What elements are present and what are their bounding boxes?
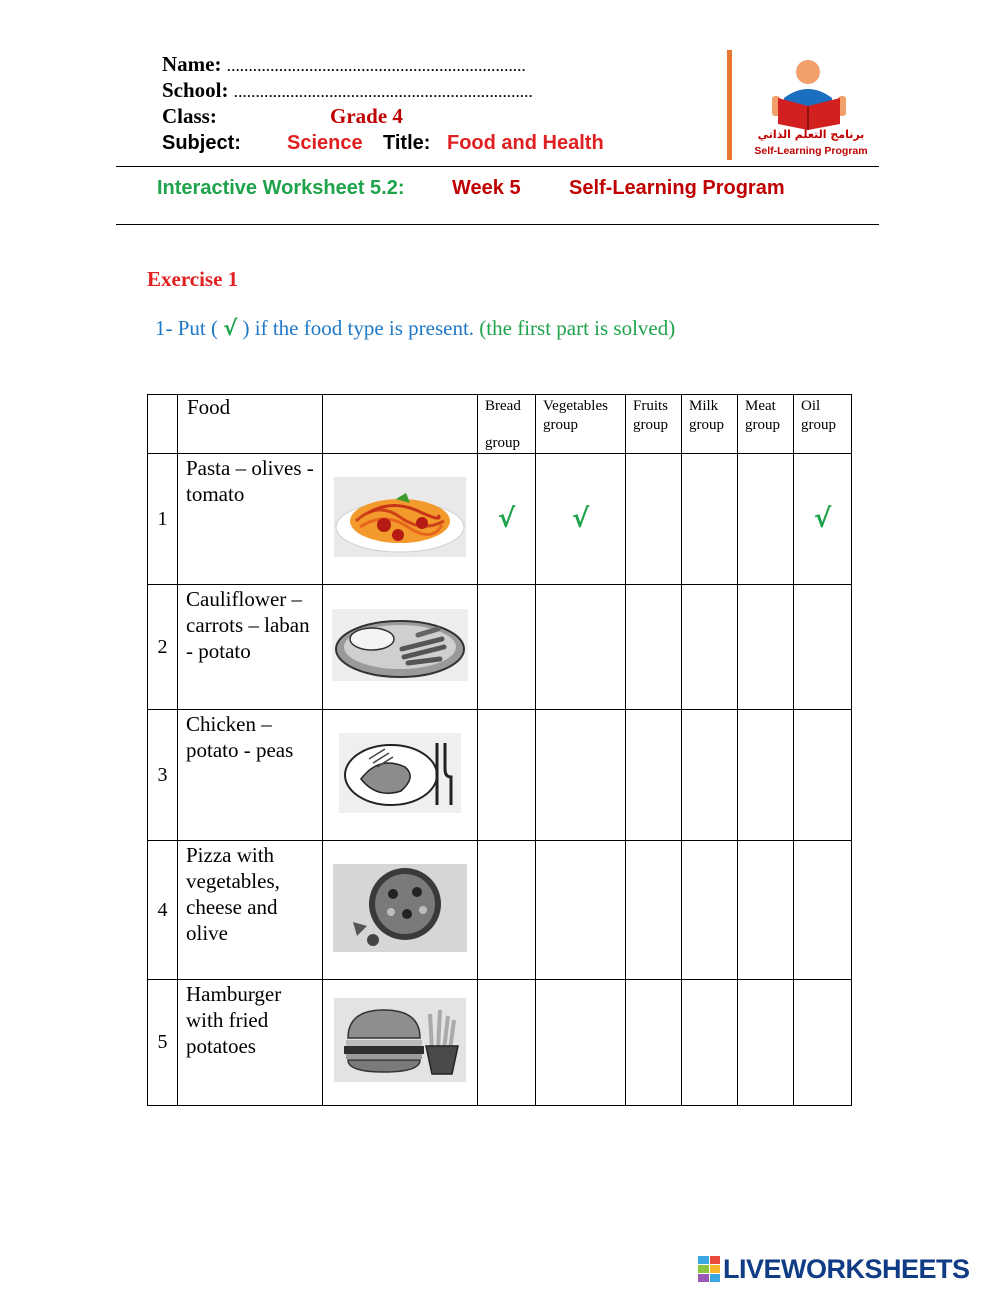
name-label: Name: <box>162 52 222 76</box>
header-oil-group <box>794 395 852 454</box>
school-row <box>162 78 533 103</box>
row-number: 2 <box>148 585 178 710</box>
row-number: 4 <box>148 841 178 980</box>
image-cell <box>323 710 478 841</box>
vegetables-group-cell[interactable] <box>536 980 626 1106</box>
school-label: School: <box>162 78 229 102</box>
table-row <box>148 585 852 710</box>
name-row <box>162 52 526 77</box>
group-label-line2: group <box>801 417 836 433</box>
meat-group-cell[interactable] <box>738 980 794 1106</box>
food-cell <box>178 980 323 1106</box>
header-bread-group <box>478 395 536 454</box>
food-cell <box>178 585 323 710</box>
group-label-line2: group <box>689 417 724 433</box>
food-groups-table <box>147 394 852 1106</box>
header-fruits-group <box>626 395 682 454</box>
subject-value: Science <box>287 132 363 154</box>
title-label: Title: <box>383 132 431 154</box>
image-cell <box>323 585 478 710</box>
fruits-group-cell[interactable] <box>626 710 682 841</box>
program-label: Self-Learning Program <box>569 177 785 199</box>
meat-group-cell[interactable] <box>738 710 794 841</box>
bread-group-cell[interactable] <box>478 710 536 841</box>
header-rule-bottom <box>116 224 879 225</box>
name-field[interactable]: …………………………………………………………… <box>226 59 526 74</box>
title-value: Food and Health <box>447 132 604 154</box>
food-cell <box>178 841 323 980</box>
oil-group-cell[interactable] <box>794 841 852 980</box>
instruction-note: (the first part is solved) <box>479 316 676 340</box>
logo-english-text: Self-Learning Program <box>754 145 868 157</box>
bread-group-cell[interactable]: √ <box>478 454 536 585</box>
vegetable-plate-image <box>332 609 468 681</box>
vegetables-group-cell[interactable] <box>536 710 626 841</box>
vegetables-group-cell[interactable]: √ <box>536 454 626 585</box>
exercise-instruction <box>155 316 675 341</box>
food-name: Pasta – olives - tomato <box>186 456 314 506</box>
header-vegetables-group <box>536 395 626 454</box>
worksheet-label: Interactive Worksheet 5.2: <box>157 177 405 199</box>
vegetables-group-cell[interactable] <box>536 585 626 710</box>
bread-group-cell[interactable] <box>478 585 536 710</box>
pizza-image <box>333 864 467 952</box>
fruits-group-cell[interactable] <box>626 585 682 710</box>
hamburger-fries-image <box>334 998 466 1082</box>
group-label-line1: Fruits <box>633 398 669 414</box>
class-value: Grade 4 <box>330 104 403 128</box>
oil-group-cell[interactable] <box>794 585 852 710</box>
image-cell <box>323 454 478 585</box>
group-label-line2: group <box>745 417 780 433</box>
food-name: Cauliflower – carrots – laban - potato <box>186 587 310 663</box>
oil-group-cell[interactable]: √ <box>794 454 852 585</box>
oil-group-cell[interactable] <box>794 710 852 841</box>
row-number: 3 <box>148 710 178 841</box>
exercise-title: Exercise 1 <box>147 267 239 291</box>
row-number: 1 <box>148 454 178 585</box>
group-label-line2: group <box>633 417 668 433</box>
milk-group-cell[interactable] <box>682 841 738 980</box>
bread-group-cell[interactable] <box>478 980 536 1106</box>
food-name: Chicken – potato - peas <box>186 712 294 762</box>
chicken-plate-image <box>339 733 461 813</box>
oil-group-cell[interactable] <box>794 980 852 1106</box>
header-image-cell <box>323 395 478 454</box>
group-label-line1: Bread <box>485 398 521 414</box>
group-label-line1: Oil <box>801 398 821 414</box>
fruits-group-cell[interactable] <box>626 841 682 980</box>
food-column-header: Food <box>187 395 231 419</box>
milk-group-cell[interactable] <box>682 980 738 1106</box>
table-row <box>148 454 852 585</box>
group-label-line1: Vegetables <box>543 398 608 414</box>
image-cell <box>323 980 478 1106</box>
school-field[interactable]: …………………………………………………………… <box>233 85 533 100</box>
header-meat-group <box>738 395 794 454</box>
vegetables-group-cell[interactable] <box>536 841 626 980</box>
food-name: Pizza with vegetables, cheese and olive <box>186 843 280 945</box>
food-name: Hamburger with fried potatoes <box>186 982 282 1058</box>
food-cell <box>178 710 323 841</box>
group-label-line2: group <box>485 435 520 451</box>
row-number: 5 <box>148 980 178 1106</box>
food-cell <box>178 454 323 585</box>
liveworksheets-brand[interactable] <box>698 1252 970 1286</box>
liveworksheets-logo-icon <box>698 1256 720 1282</box>
meat-group-cell[interactable] <box>738 841 794 980</box>
group-label-line1: Milk <box>689 398 719 414</box>
brand-name: LIVEWORKSHEETS <box>723 1253 970 1284</box>
fruits-group-cell[interactable] <box>626 980 682 1106</box>
reading-child-logo-icon <box>768 58 850 130</box>
image-cell <box>323 841 478 980</box>
header-milk-group <box>682 395 738 454</box>
header-rule-top <box>116 166 879 167</box>
instruction-prefix: 1- Put ( <box>155 316 218 340</box>
pasta-plate-image <box>334 477 466 557</box>
instruction-suffix: ) if the food type is present. <box>242 316 475 340</box>
bread-group-cell[interactable] <box>478 841 536 980</box>
logo-arabic-text: برنامج التعلم الذاتي <box>757 128 865 141</box>
group-label-line2: group <box>543 417 578 433</box>
check-mark-icon: √ <box>223 316 238 340</box>
logo-divider <box>727 50 732 160</box>
header-num-cell <box>148 395 178 454</box>
fruits-group-cell[interactable] <box>626 454 682 585</box>
group-label-line1: Meat <box>745 398 776 414</box>
table-row <box>148 980 852 1106</box>
class-label: Class: <box>162 104 217 128</box>
milk-group-cell[interactable] <box>682 710 738 841</box>
milk-group-cell[interactable] <box>682 454 738 585</box>
milk-group-cell[interactable] <box>682 585 738 710</box>
subject-label: Subject: <box>162 132 241 154</box>
meat-group-cell[interactable] <box>738 585 794 710</box>
table-row <box>148 841 852 980</box>
week-label: Week 5 <box>452 177 521 199</box>
meat-group-cell[interactable] <box>738 454 794 585</box>
table-header-row <box>148 395 852 454</box>
table-row <box>148 710 852 841</box>
header-food-cell <box>178 395 323 454</box>
